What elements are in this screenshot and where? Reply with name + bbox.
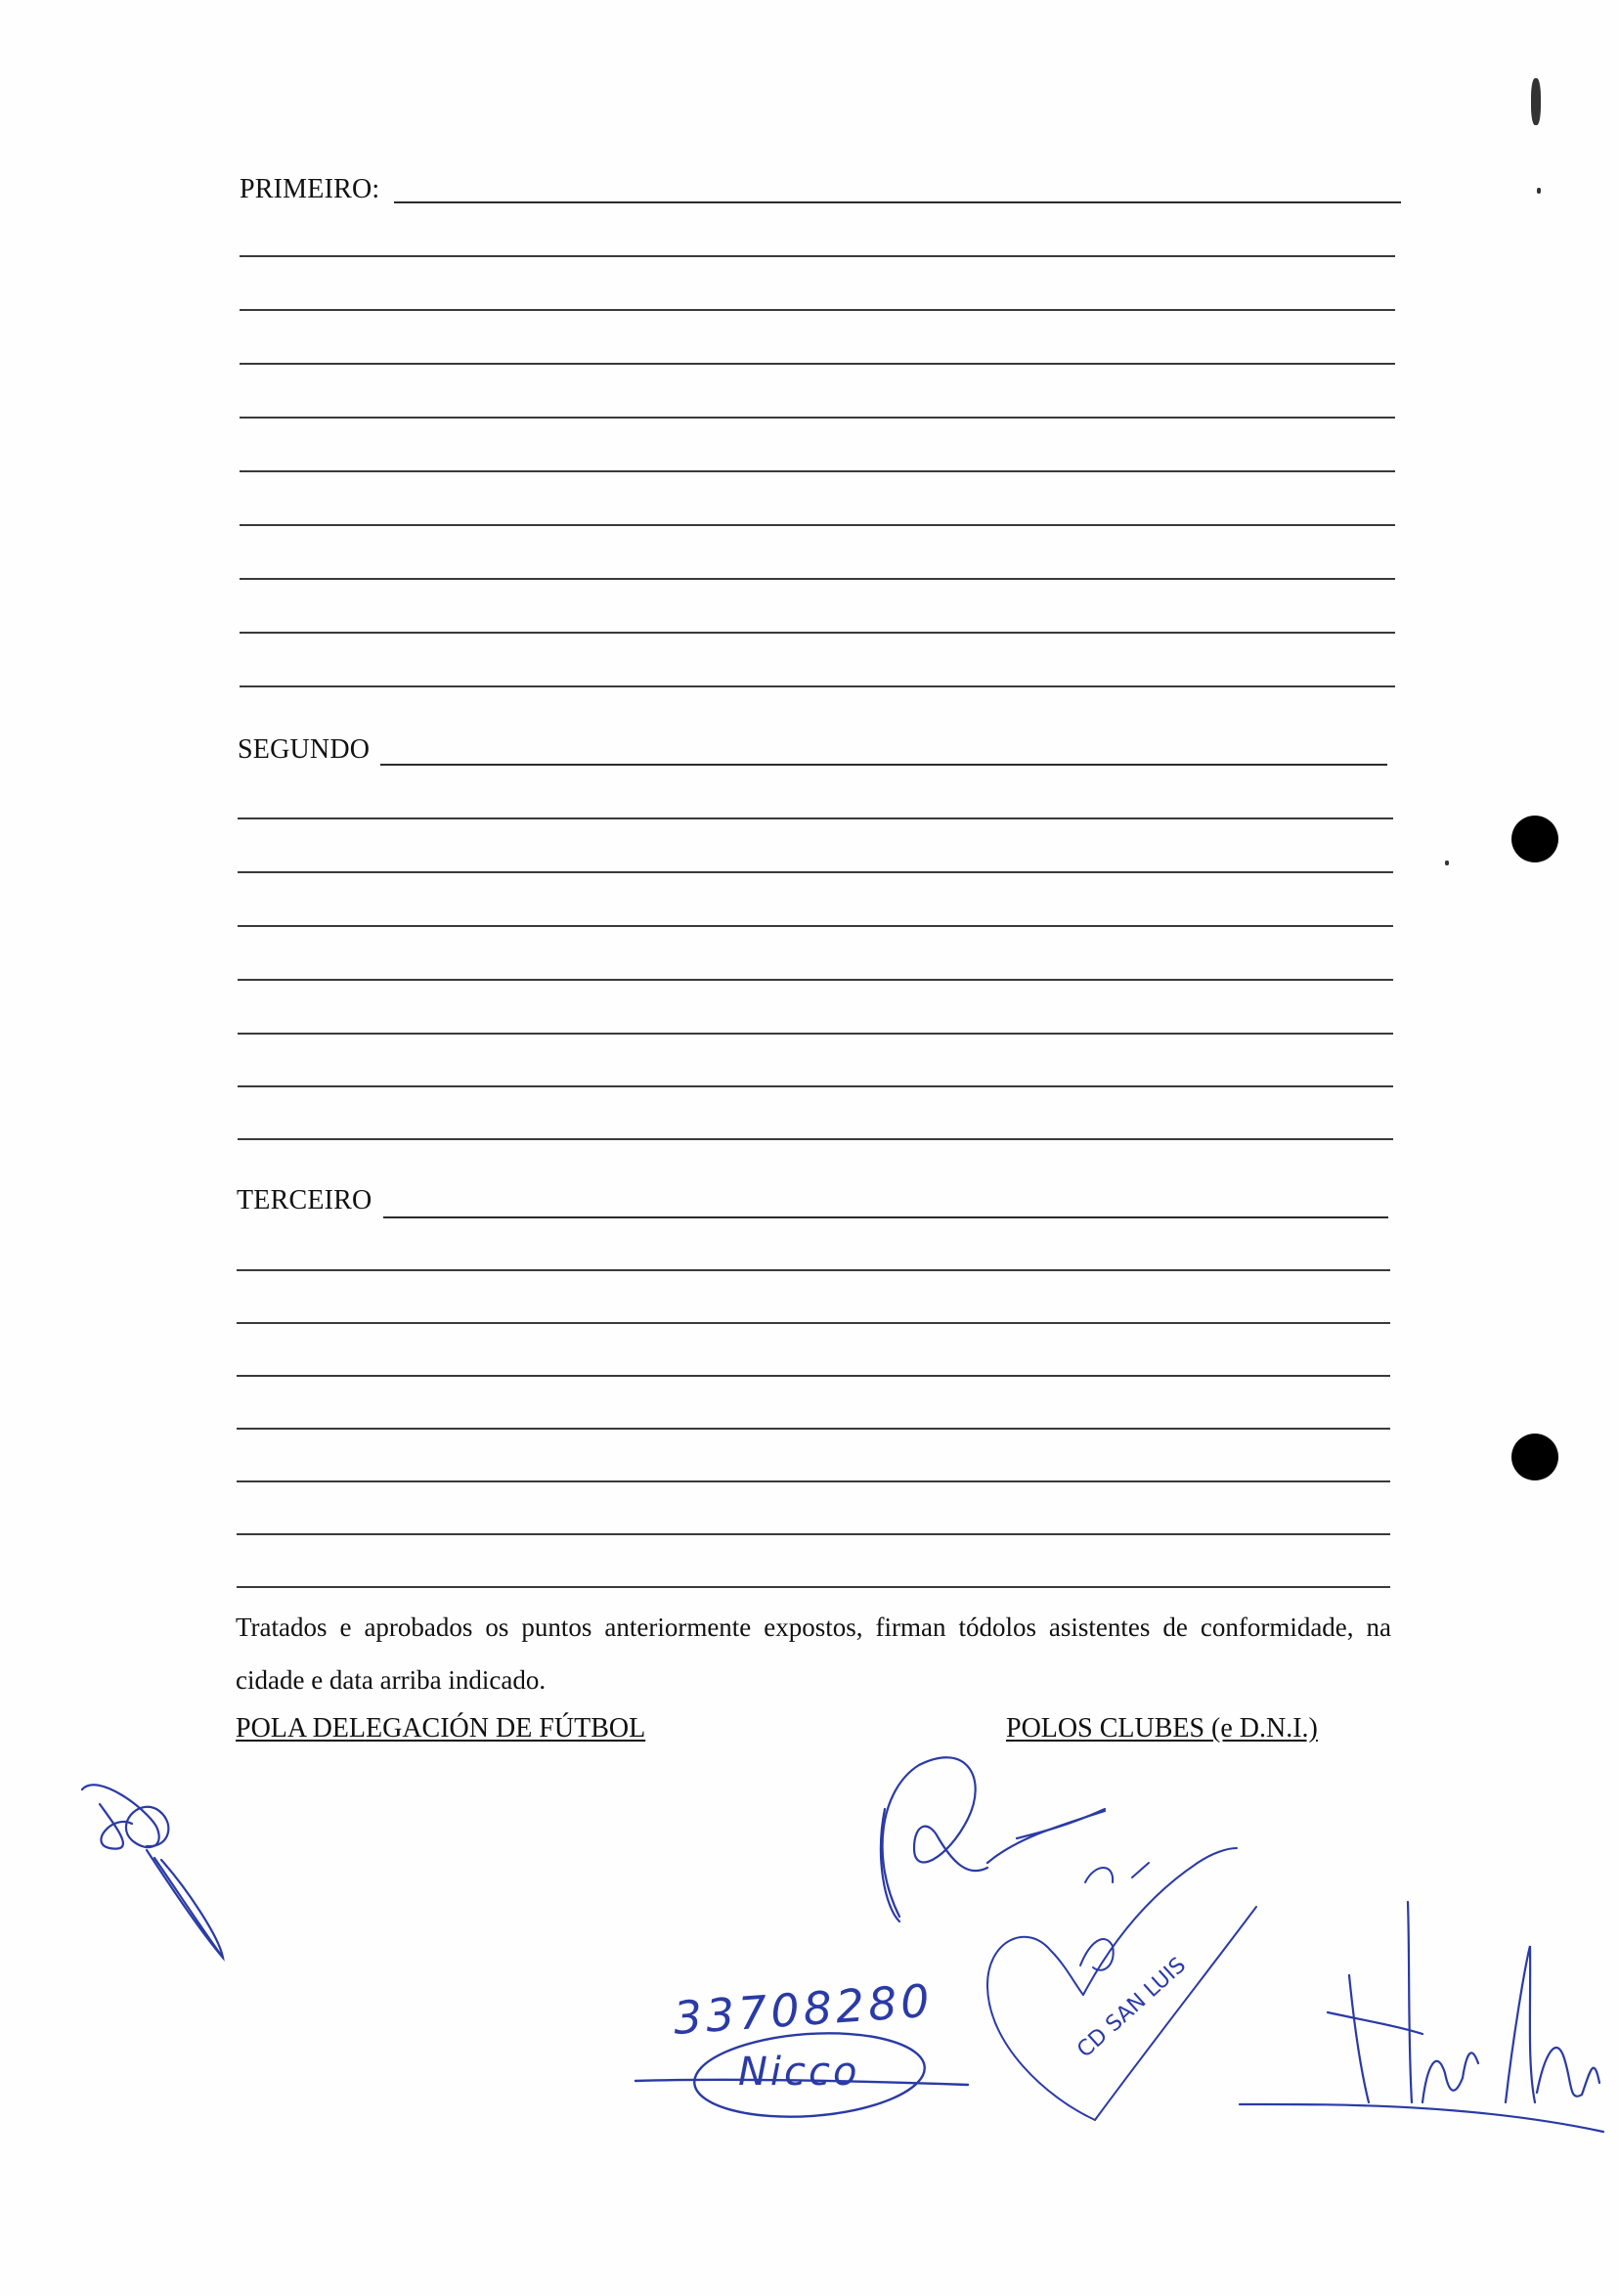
signature-label-delegation: POLA DELEGACIÓN DE FÚTBOL [236, 1713, 646, 1744]
signature-label-clubs: POLOS CLUBES (e D.N.I.) [1006, 1713, 1318, 1744]
signature-center-top [881, 1757, 1105, 1921]
signature-right [1240, 1902, 1603, 2132]
section-label-primeiro: PRIMEIRO: [240, 174, 380, 204]
handwritten-name: Nicco [738, 2050, 860, 2095]
signature-left [82, 1785, 223, 1958]
signature-center-stamp [987, 1848, 1256, 2120]
closing-paragraph: Tratados e aprobados os puntos anteriormente expostos, firman tódolos asistentes de conformidade, na cidade e data arriba indicado. [236, 1612, 1391, 1695]
stamp-text: CD SAN LUIS [1072, 1953, 1191, 2063]
handwritten-id-number: 33708280 [672, 1973, 936, 2045]
section-label-terceiro: TERCEIRO [237, 1185, 372, 1215]
section-label-segundo: SEGUNDO [238, 734, 371, 765]
